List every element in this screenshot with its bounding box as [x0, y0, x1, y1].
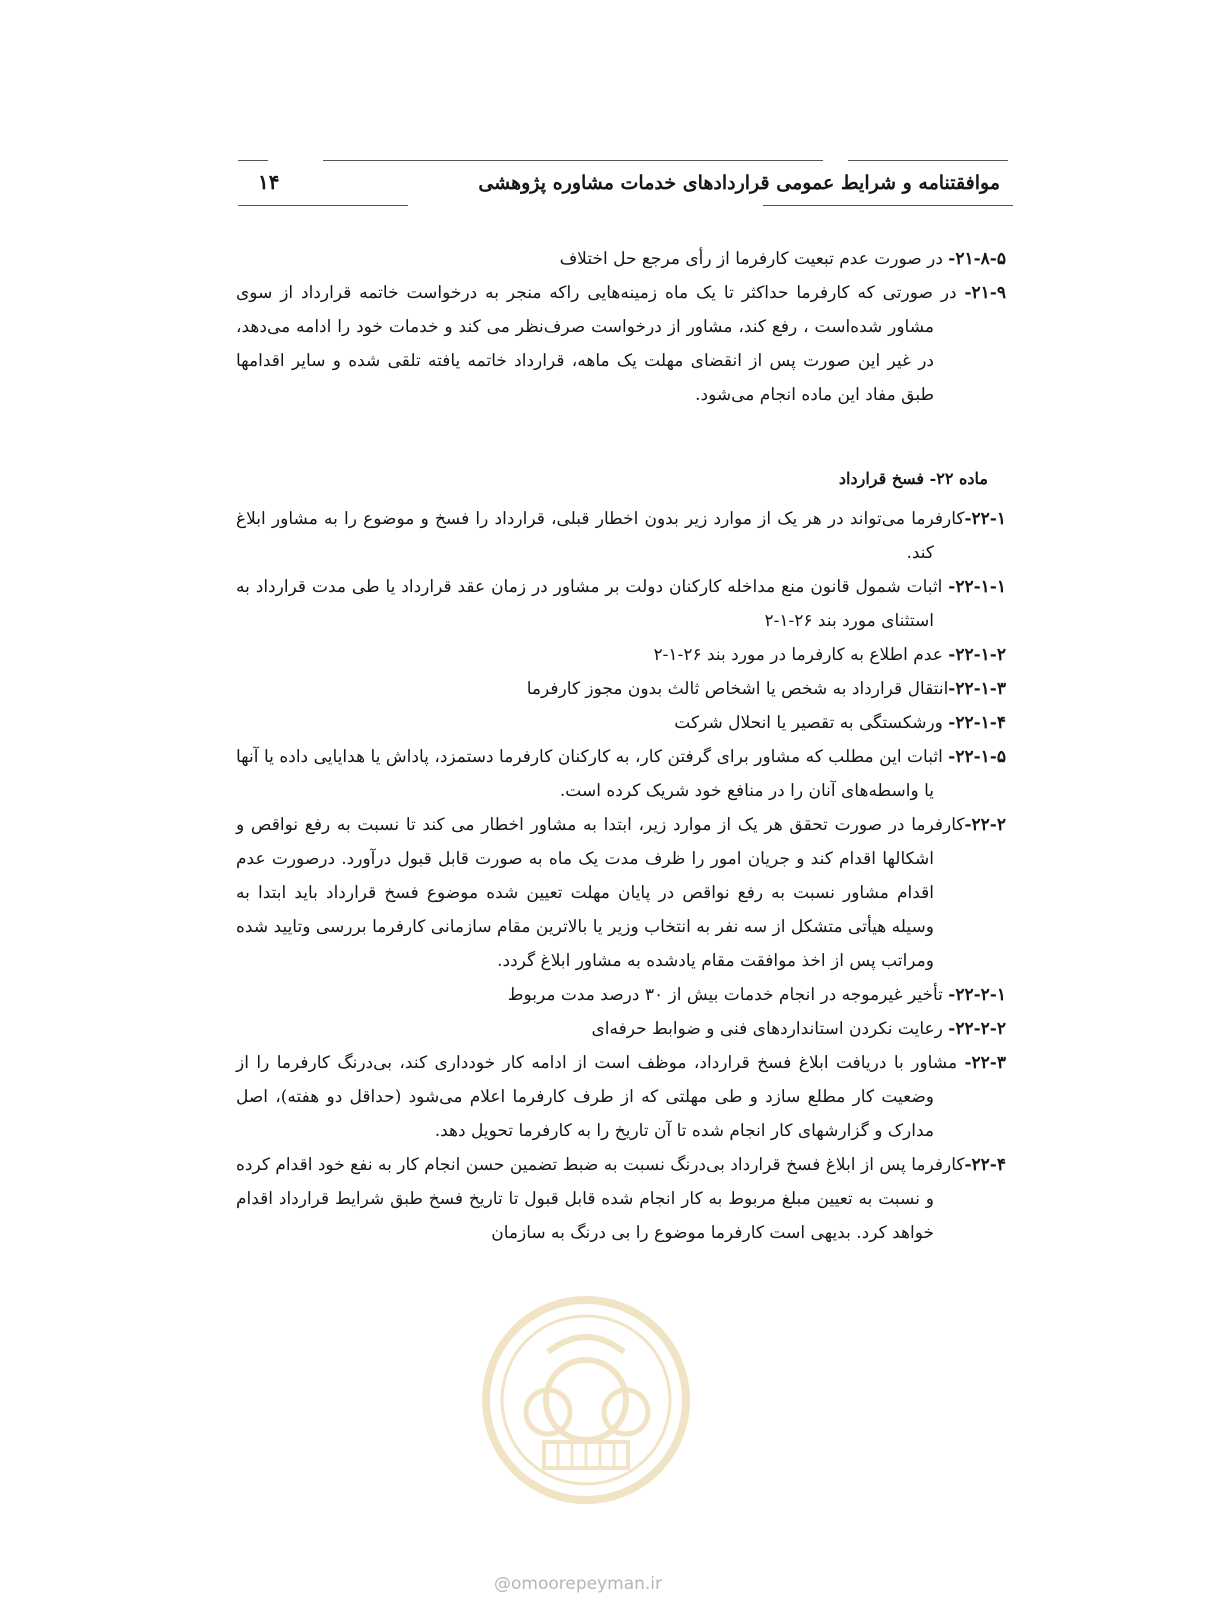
clause-21-8-5 [236, 242, 1006, 276]
clause-number: ۲۲-۴- [964, 1155, 1006, 1175]
clause-22-2-2 [236, 1012, 1006, 1046]
header-rule [763, 205, 1013, 206]
clause-22-1-5 [236, 740, 1006, 808]
body-text [236, 242, 1006, 1250]
clause-text: مشاور با دریافت ابلاغ فسخ قرارداد، موظف است از ادامه کار خودداری کند، بی‌درنگ کارفرما را از وضعیت کار مطلع سازد و طی مهلتی که از طرف کارفرما اعلام می‌شود (حداقل دو هفته)، اصل مدارک و گزارشهای کار انجام شده تا آن تاریخ را به کارفرما تحویل دهد. [236, 1053, 965, 1141]
clause-text: تأخیر غیرموجه در انجام خدمات بیش از ۳۰ درصد مدت مربوط [507, 985, 949, 1005]
clause-text: کارفرما پس از ابلاغ فسخ قرارداد بی‌درنگ نسبت به ضبط تضمین حسن انجام کار به نفع خود اقدام کرده و نسبت به تعیین مبلغ مربوط به کار انجام شده قابل قبول تا تاریخ فسخ طبق شرایط قرارداد اقدام خواهد کرد. بدیهی است کارفرما موضوع را بی درنگ به سازمان [236, 1155, 965, 1243]
seal-logo-graphic [478, 1292, 694, 1508]
clause-number: ۲۲-۲-۲- [948, 1019, 1006, 1039]
page-number: ۱۴ [258, 170, 280, 194]
clause-text: عدم اطلاع به کارفرما در مورد بند ۲۶-۱-۲ [653, 645, 949, 665]
clause-number: ۲۲-۲-۱- [948, 985, 1006, 1005]
clause-text: ورشکستگی به تقصیر یا انحلال شرکت [674, 713, 949, 733]
header-rule [238, 160, 268, 161]
clause-text: در صورت عدم تبعیت کارفرما از رأی مرجع حل اختلاف [559, 249, 949, 269]
clause-22-3 [236, 1046, 1006, 1148]
article-22-heading: ماده ۲۲- فسخ قرارداد [838, 469, 988, 488]
clause-22-1-4 [236, 706, 1006, 740]
clause-number: ۲۱-۸-۵- [948, 249, 1006, 269]
clause-text: کارفرما در صورت تحقق هر یک از موارد زیر، ابتدا به مشاور اخطار می کند تا نسبت به رفع نواقص و اشکالها اقدام کند و جریان امور را ظرف مدت یک ماه به صورت قابل قبول درآورد. درصورت عدم اقدام مشاور نسبت به رفع نواقص در پایان مهلت تعیین شده موضوع فسخ قرارداد باید ابتدا به وسیله هیأتی متشکل از سه نفر به انتخاب وزیر یا بالاترین مقام سازمانی کارفرما بررسی وتایید شده ومراتب پس از اخذ موافقت مقام یادشده به مشاور ابلاغ گردد. [236, 815, 965, 971]
clause-number: ۲۲-۲- [964, 815, 1006, 835]
clause-22-4 [236, 1148, 1006, 1250]
page-header [238, 158, 1008, 206]
clause-text: اثبات این مطلب که مشاور برای گرفتن کار، به کارکنان کارفرما دستمزد، پاداش یا هدایایی داده یا آنها یا واسطه‌های آنان را در منافع خود شریک کرده است. [236, 747, 949, 801]
clause-number: ۲۲-۱-۴- [948, 713, 1006, 733]
clause-22-1-1 [236, 570, 1006, 638]
header-rule [848, 160, 1008, 161]
running-title: موافقتنامه و شرایط عمومی قراردادهای خدمات مشاوره پژوهشی [478, 172, 1000, 194]
clause-22-1-3 [236, 672, 1006, 706]
clause-22-1-2 [236, 638, 1006, 672]
clause-number: ۲۲-۱-۳- [948, 679, 1006, 699]
watermark-url: @omoorepeyman.ir [494, 1574, 663, 1594]
clause-number: ۲۲-۱-۵- [948, 747, 1006, 767]
header-rule [238, 205, 408, 206]
seal-logo-icon [478, 1292, 694, 1508]
clause-text: در صورتی که کارفرما حداکثر تا یک ماه زمینه‌هایی راکه منجر به درخواست خاتمه قرارداد از سوی مشاور شده‌است ، رفع کند، مشاور از درخواست صرف‌نظر می کند و خدمات خود را ادامه می‌دهد، در غیر این صورت پس از انقضای مهلت یک ماهه، قرارداد خاتمه یافته تلقی شده و سایر اقدامها طبق مفاد این ماده انجام می‌شود. [236, 283, 965, 405]
clause-22-2-1 [236, 978, 1006, 1012]
section-gap [236, 412, 1006, 448]
clause-text: اثبات شمول قانون منع مداخله کارکنان دولت بر مشاور در زمان عقد قرارداد یا طی مدت قرارداد به استثنای مورد بند ۲۶-۱-۲ [236, 577, 949, 631]
clause-number: ۲۲-۱- [964, 509, 1006, 529]
header-rule [323, 160, 823, 161]
clause-number: ۲۲-۱-۲- [948, 645, 1006, 665]
clause-21-9 [236, 276, 1006, 412]
clause-number: ۲۲-۱-۱- [948, 577, 1006, 597]
clause-22-2 [236, 808, 1006, 978]
clause-number: ۲۲-۳- [964, 1053, 1006, 1073]
clause-number: ۲۱-۹- [964, 283, 1006, 303]
clause-22-1 [236, 502, 1006, 570]
clause-text: انتقال قرارداد به شخص یا اشخاص ثالث بدون مجوز کارفرما [526, 679, 949, 699]
clause-text: کارفرما می‌تواند در هر یک از موارد زیر بدون اخطار قبلی، قرارداد را فسخ و موضوع را به مشاور ابلاغ کند. [236, 509, 965, 563]
clause-text: رعایت نکردن استانداردهای فنی و ضوابط حرفه‌ای [591, 1019, 949, 1039]
